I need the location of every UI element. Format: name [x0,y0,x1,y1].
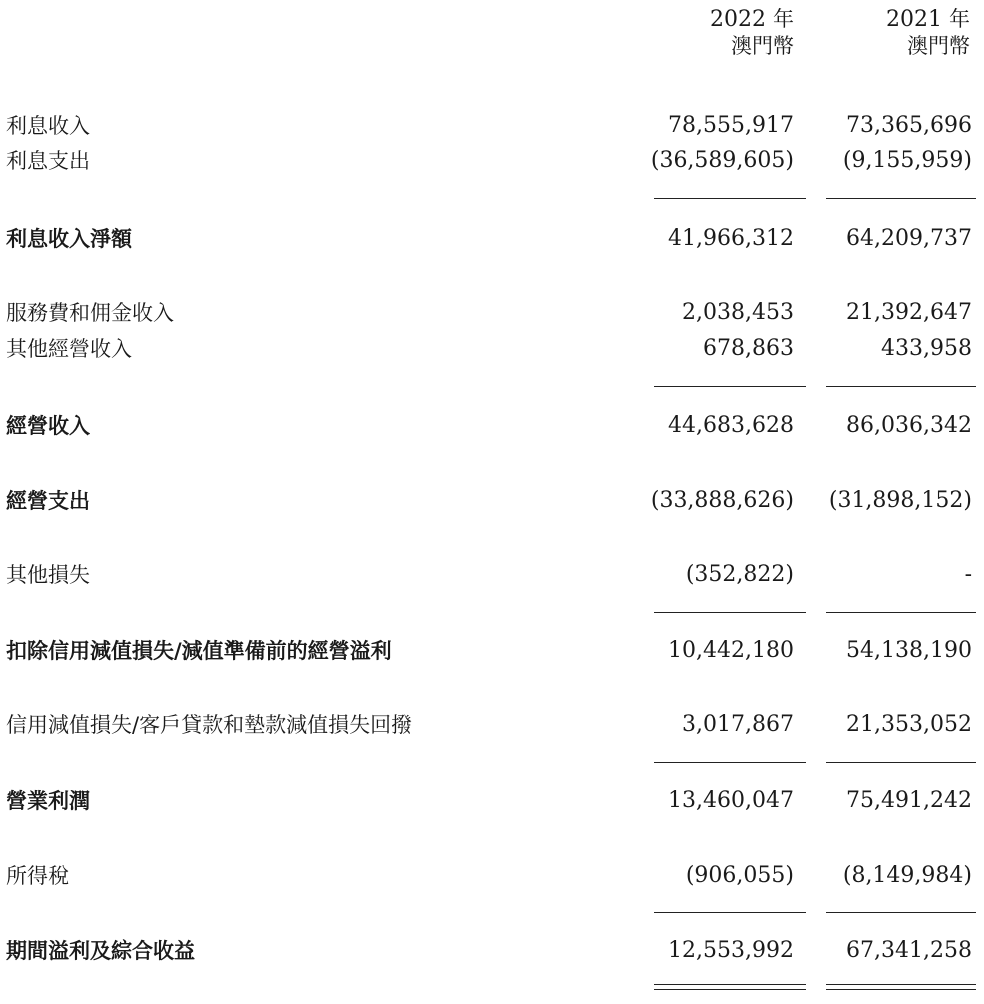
subtotal-rule-2022 [654,762,806,763]
row-other-losses [0,558,984,592]
row-label: 利息收入 [6,114,90,138]
value-2021: 64,209,737 [846,226,972,251]
value-2022: (906,055) [685,863,794,888]
value-2022: 10,442,180 [668,638,794,663]
value-2021: 67,341,258 [846,938,972,963]
value-2021: 54,138,190 [846,638,972,663]
row-other-operating-income [0,332,984,366]
row-operating-profit [0,784,984,818]
subtotal-rule-2021 [826,612,976,613]
subtotal-rule-2022 [654,198,806,199]
value-2021: 433,958 [881,336,972,361]
value-2021: (9,155,959) [842,148,972,173]
subtotal-rule-2022 [654,612,806,613]
row-fee-commission-income [0,296,984,330]
row-label: 經營支出 [6,489,90,513]
column-header-2022-year: 2022 年 [710,7,794,32]
row-profit-and-comprehensive-income [0,934,984,968]
row-impairment-reversal [0,708,984,742]
row-label: 經營收入 [6,414,90,438]
row-label: 期間溢利及綜合收益 [6,939,195,963]
subtotal-rule-2021 [826,912,976,913]
subtotal-rule-2021 [826,762,976,763]
row-label: 其他損失 [6,563,90,587]
total-double-rule-2022-upper [654,984,806,985]
value-2022: (33,888,626) [650,488,794,513]
row-net-interest-income [0,222,984,256]
value-2021: 86,036,342 [846,413,972,438]
subtotal-rule-2022 [654,912,806,913]
row-label: 營業利潤 [6,789,90,813]
value-2022: 44,683,628 [668,413,794,438]
value-2021: 21,353,052 [846,712,972,737]
value-2021: (8,149,984) [842,863,972,888]
value-2022: 41,966,312 [668,226,794,251]
column-header-2022 [710,6,794,59]
value-2022: 12,553,992 [668,938,794,963]
total-double-rule-2022-lower [654,989,806,990]
column-header-2021 [886,6,970,59]
total-double-rule-2021-lower [826,989,976,990]
column-header-2021-currency: 澳門幣 [907,34,970,58]
row-label: 扣除信用減值損失/減值準備前的經營溢利 [6,639,392,663]
value-2022: 13,460,047 [668,788,794,813]
value-2021: - [964,562,972,587]
row-label: 服務費和佣金收入 [6,301,174,325]
value-2021: 21,392,647 [846,300,972,325]
row-label: 利息支出 [6,149,90,173]
row-label: 利息收入淨額 [6,227,132,251]
value-2021: 75,491,242 [846,788,972,813]
column-header-2021-year: 2021 年 [886,7,970,32]
value-2022: (352,822) [685,562,794,587]
value-2022: 2,038,453 [682,300,794,325]
row-income-tax [0,859,984,893]
subtotal-rule-2021 [826,386,976,387]
value-2022: (36,589,605) [650,148,794,173]
row-label: 其他經營收入 [6,337,132,361]
row-interest-expense [0,144,984,178]
value-2022: 678,863 [703,336,794,361]
total-double-rule-2021-upper [826,984,976,985]
row-label: 信用減值損失/客戶貸款和墊款減值損失回撥 [6,713,413,737]
row-operating-income [0,409,984,443]
row-label: 所得稅 [6,864,69,888]
value-2022: 78,555,917 [668,113,794,138]
subtotal-rule-2022 [654,386,806,387]
value-2021: (31,898,152) [828,488,972,513]
row-interest-income [0,109,984,143]
row-operating-expenses [0,484,984,518]
row-profit-before-impairment [0,634,984,668]
column-header-2022-currency: 澳門幣 [731,34,794,58]
value-2021: 73,365,696 [846,113,972,138]
value-2022: 3,017,867 [682,712,794,737]
subtotal-rule-2021 [826,198,976,199]
